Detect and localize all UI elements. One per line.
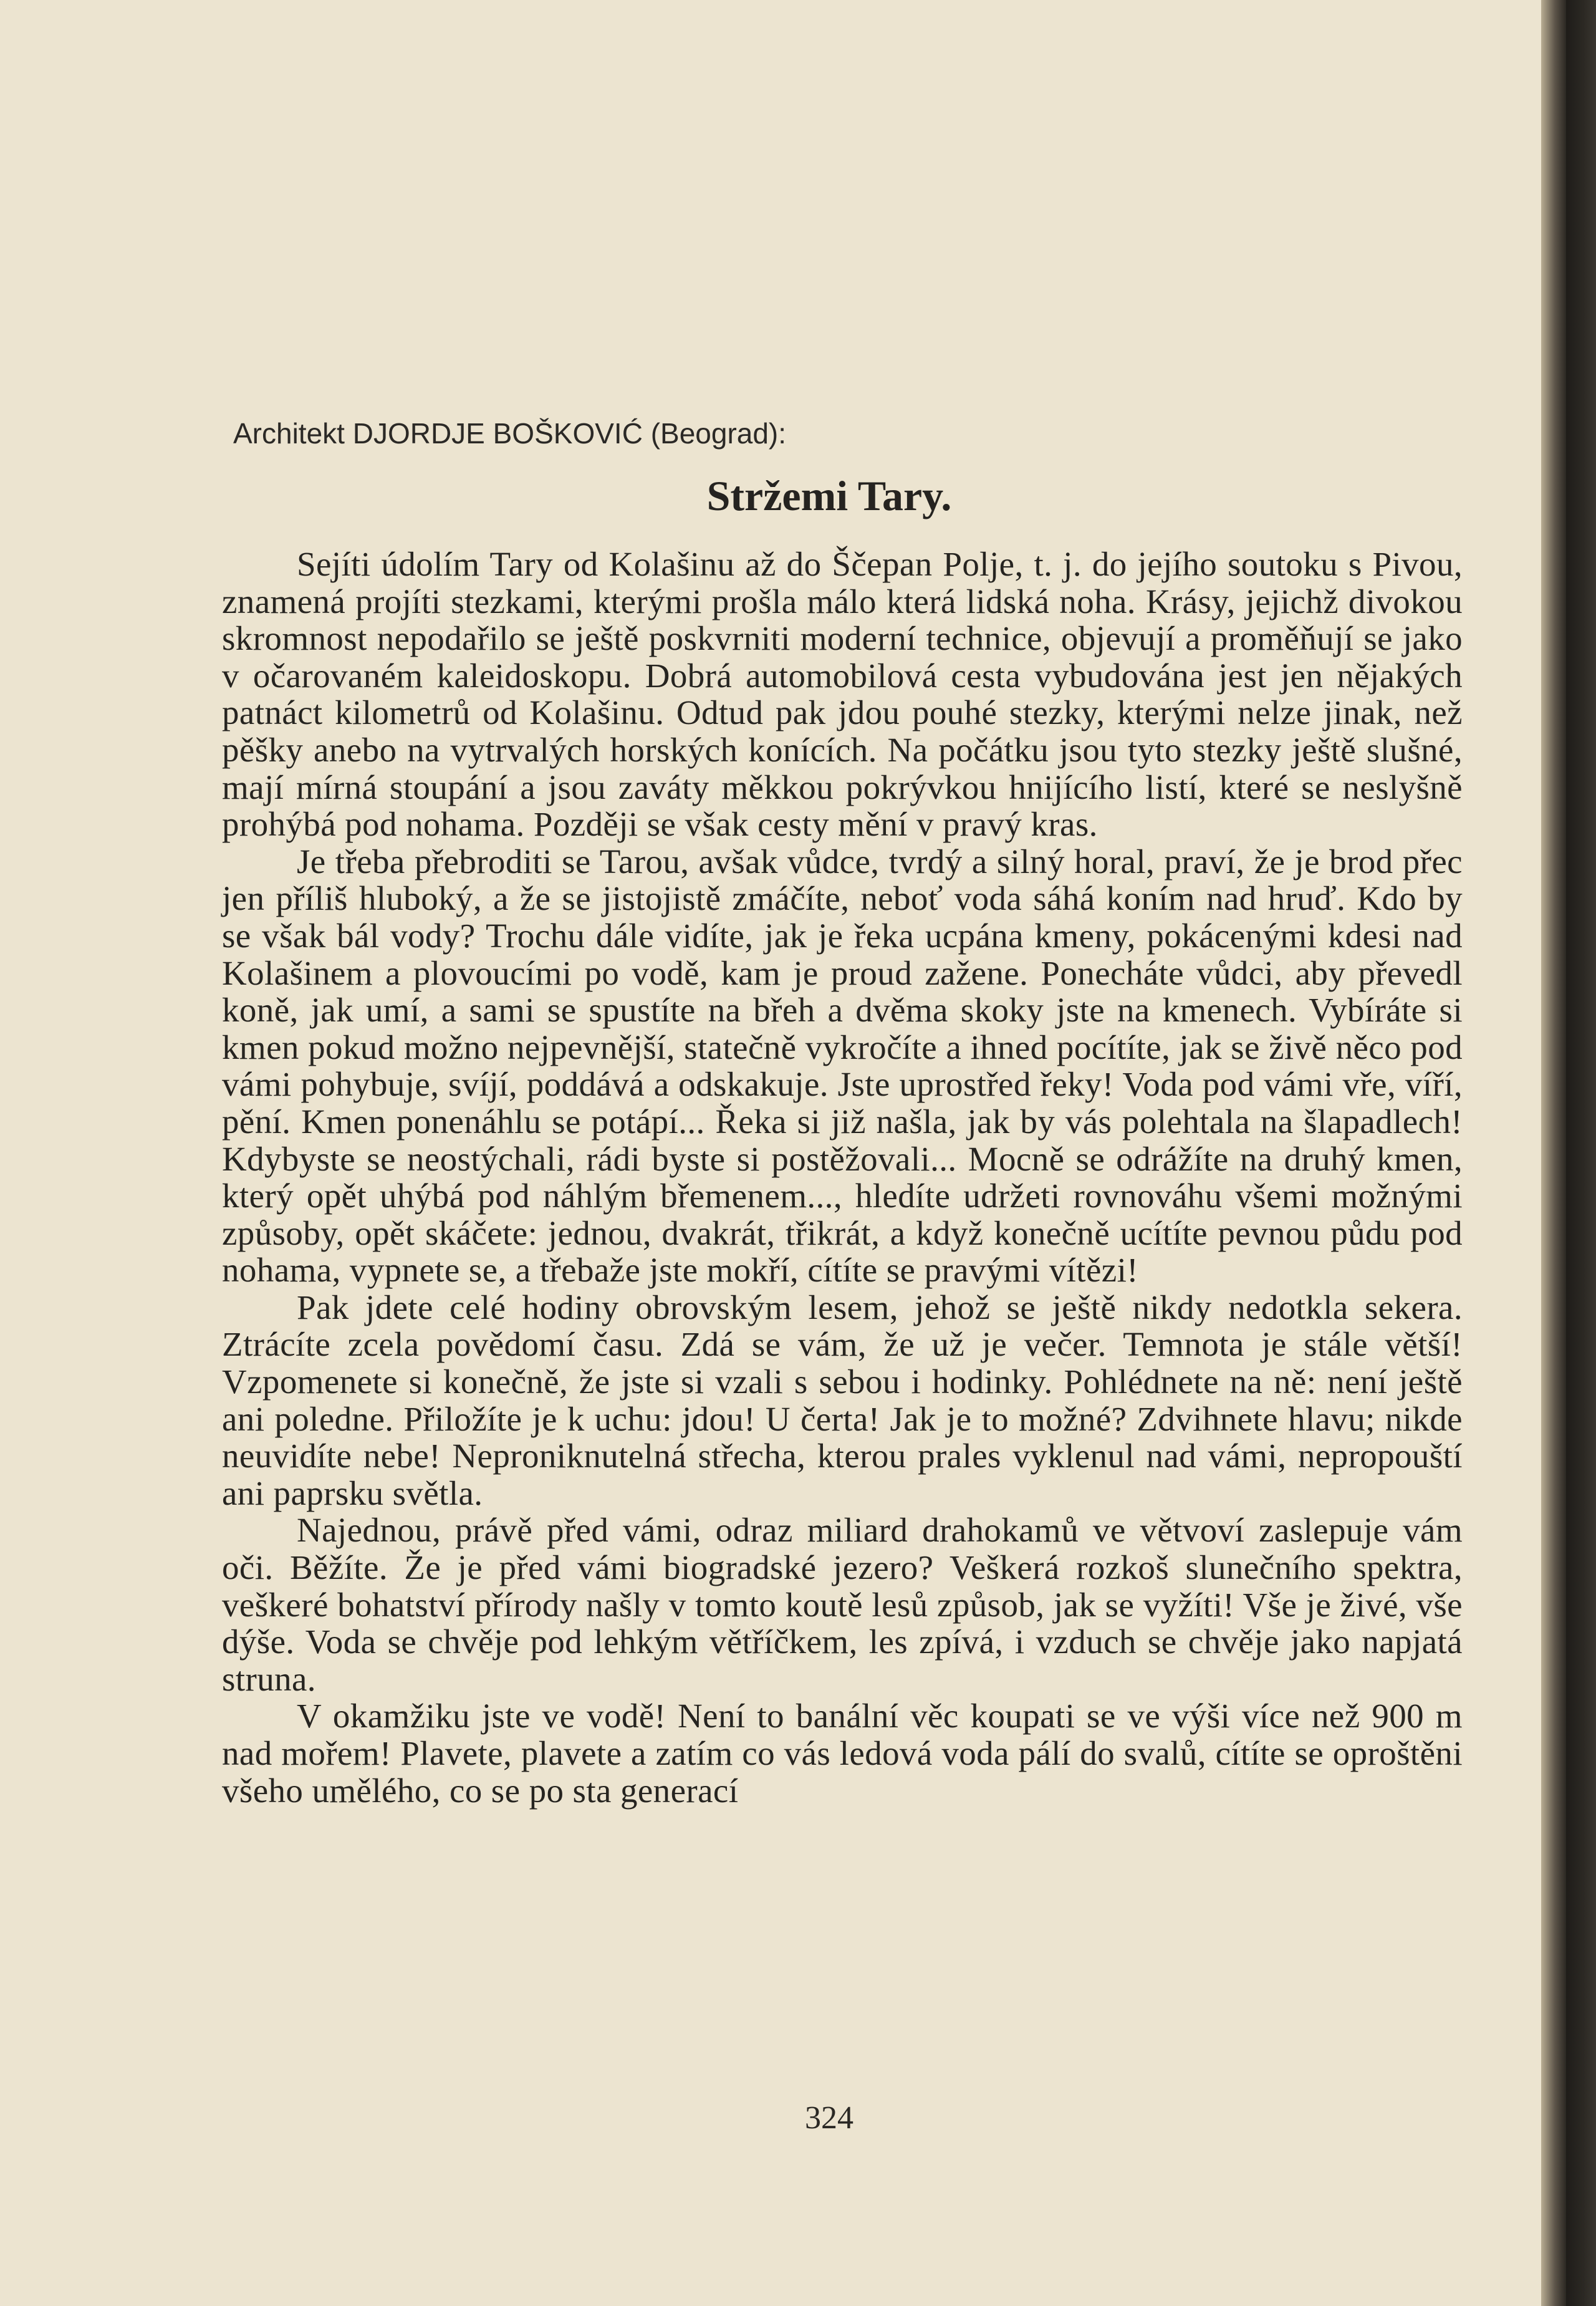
book-edge [1566,0,1596,2306]
paragraph: Najednou, právě před vámi, odraz miliard drahokamů ve větvoví zaslepuje vám oči. Běžíte. Že je před vámi biogradské jezero? Veškerá rozkoš slunečního spektra, veškeré bohatství přírody našly v tomto koutě lesů způsob, jak se vyžíti! Vše je živé, vše dýše. Voda se chvěje pod lehkým větříčkem, les zpívá, i vzduch se chvěje jako napjatá struna. [222,1511,1463,1698]
article-body [222,546,1463,1809]
paragraph: V okamžiku jste ve vodě! Není to banální věc koupati se ve výši více než 900 m nad mořem! Plavete, plavete a zatím co vás ledová voda pálí do svalů, cítíte se oproštěni všeho umělého, co se po sta generací [222,1697,1463,1810]
author-byline: Architekt DJORDJE BOŠKOVIĆ (Beograd): [233,417,787,450]
paragraph: Pak jdete celé hodiny obrovským lesem, jehož se ještě nikdy nedotkla sekera. Ztrácíte zcela povědomí času. Zdá se vám, že už je večer. Temnota je stále větší! Vzpomenete si konečně, že jste si vzali s sebou i hodinky. Pohlédnete na ně: není ještě ani poledne. Přiložíte je k uchu: jdou! U čerta! Jak je to možné? Zdvihnete hlavu; nikde neuvidíte nebe! Neproniknutelná střecha, kterou prales vyklenul nad vámi, nepropouští ani paprsku světla. [222,1288,1463,1512]
paragraph: Je třeba přebroditi se Tarou, avšak vůdce, tvrdý a silný horal, praví, že je brod přec jen příliš hluboký, a že se jistojistě zmáčíte, neboť voda sáhá koním nad hruď. Kdo by se však bál vody? Trochu dále vidíte, jak je řeka ucpána kmeny, pokácenými kdesi nad Kolašinem a plovoucími po vodě, kam je proud zažene. Ponecháte vůdci, aby převedl koně, jak umí, a sami se spustíte na břeh a dvěma skoky jste na kmenech. Vybíráte si kmen pokud možno nejpevnější, statečně vykročíte a ihned pocítíte, jak se živě něco pod vámi pohybuje, svíjí, poddává a odskakuje. Jste uprostřed řeky! Voda pod vámi vře, víří, pění. Kmen ponenáhlu se potápí... Řeka si již našla, jak by vás polehtala na šlapadlech! Kdybyste se neostýchali, rádi byste si postěžovali... Mocně se odrážíte na druhý kmen, který opět uhýbá pod náhlým břemenem..., hledíte udržeti rovnováhu všemi možnými způsoby, opět skáčete: jednou, dvakrát, třikrát, a když konečně ucítíte pevnou půdu pod nohama, vypnete se, a třebaže jste mokří, cítíte se pravými vítězi! [222,842,1463,1290]
spine-shadow [1541,0,1566,2306]
page-number: 324 [805,2100,853,2136]
article-title: Stržemi Tary. [706,472,952,519]
paragraph: Sejíti údolím Tary od Kolašinu až do Ščepan Polje, t. j. do jejího soutoku s Pivou, znamená projíti stezkami, kterými prošla málo která lidská noha. Krásy, jejichž divokou skromnost nepodařilo se ještě poskvrniti moderní technice, objevují a proměňují se jako v očarovaném kaleidoskopu. Dobrá automobilová cesta vybudována jest jen nějakých patnáct kilometrů od Kolašinu. Odtud pak jdou pouhé stezky, kterými nelze jinak, než pěšky anebo na vytrvalých horských konících. Na počátku jsou tyto stezky ještě slušné, mají mírná stoupání a jsou zaváty měkkou pokrývkou hnijícího listí, které se neslyšně prohýbá pod nohama. Později se však cesty mění v pravý kras. [222,545,1463,844]
